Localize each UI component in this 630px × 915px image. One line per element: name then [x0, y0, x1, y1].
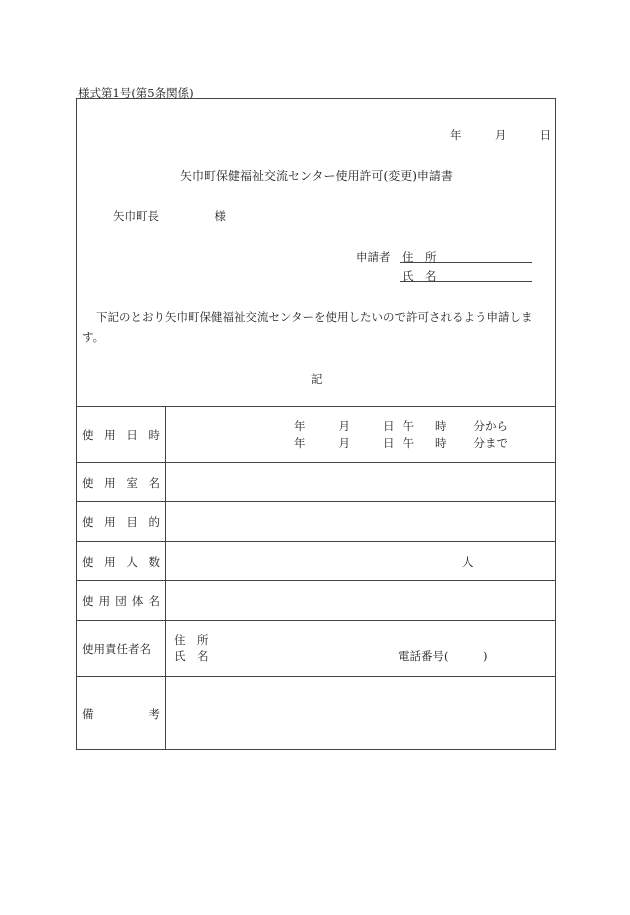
- label-char: 的: [148, 515, 160, 529]
- label-char: 使: [82, 594, 94, 608]
- ampm-label: 午: [402, 436, 414, 450]
- applicant-address-label: 住 所: [402, 250, 437, 264]
- responsible-address-label: 住 所: [174, 633, 209, 647]
- day-label: 日: [539, 128, 552, 142]
- responsible-name-label: 氏 名: [174, 649, 209, 663]
- label-char: 使: [82, 515, 94, 529]
- row-divider: [76, 462, 556, 463]
- label-char: 用: [104, 428, 116, 442]
- label-char: 使: [82, 555, 94, 569]
- body-text-line1: 下記のとおり矢巾町保健福祉交流センターを使用したいので許可されるよう申請しま: [96, 310, 533, 324]
- document-title: 矢巾町保健福祉交流センター使用許可(変更)申請書: [180, 169, 453, 183]
- year-label: 年: [450, 128, 462, 142]
- month-label: 月: [338, 419, 350, 433]
- body-text-line2: す。: [82, 330, 105, 344]
- year-label: 年: [294, 436, 306, 450]
- label-char: 使: [82, 476, 94, 490]
- label-char: 用: [104, 476, 116, 490]
- ki-label: 記: [311, 372, 323, 386]
- label-char: 使: [82, 428, 94, 442]
- label-char: 室: [126, 476, 138, 490]
- year-label: 年: [294, 419, 306, 433]
- hour-label: 時: [435, 436, 447, 450]
- applicant-address-line: [400, 262, 532, 263]
- row-divider: [76, 541, 556, 542]
- row-label-responsible: 使用責任者名: [82, 642, 151, 656]
- month-label: 月: [338, 436, 350, 450]
- label-char: 日: [126, 428, 138, 442]
- row-label-people: [82, 554, 160, 570]
- row-divider: [76, 620, 556, 621]
- row-label-room: [82, 475, 160, 491]
- label-char: 用: [104, 515, 116, 529]
- label-char: 目: [126, 515, 138, 529]
- row-label-group: [82, 593, 160, 609]
- label-column-divider: [165, 406, 166, 750]
- label-char: 考: [148, 707, 160, 721]
- date-line: [450, 127, 551, 143]
- applicant-name-line: [400, 281, 532, 282]
- date-from-line: [294, 418, 508, 434]
- date-to-line: [294, 435, 508, 451]
- label-char: 名: [148, 476, 160, 490]
- label-char: 時: [148, 428, 160, 442]
- addressee-name: 矢巾町長: [113, 209, 159, 223]
- label-char: 人: [126, 555, 138, 569]
- phone-number-label: 電話番号( ): [398, 649, 488, 663]
- addressee-honorific: 様: [214, 209, 226, 223]
- people-unit: 人: [462, 555, 474, 569]
- label-char: 用: [98, 594, 111, 608]
- day-label: 日: [383, 419, 395, 433]
- row-label-remarks: [82, 706, 160, 722]
- label-char: 備: [82, 707, 94, 721]
- month-label: 月: [494, 128, 507, 142]
- row-divider: [76, 676, 556, 677]
- row-divider: [76, 501, 556, 502]
- table-top-line: [76, 406, 556, 407]
- label-char: 用: [104, 555, 116, 569]
- day-label: 日: [383, 436, 395, 450]
- hour-label: 時: [435, 419, 447, 433]
- label-char: 数: [148, 555, 160, 569]
- label-char: 体: [131, 594, 144, 608]
- to-label: 分まで: [473, 436, 508, 450]
- addressee: [113, 208, 226, 224]
- row-divider: [76, 580, 556, 581]
- ampm-label: 午: [402, 419, 414, 433]
- row-label-purpose: [82, 514, 160, 530]
- applicant-label: 申請者: [356, 250, 391, 264]
- applicant-name-label: 氏 名: [402, 269, 437, 283]
- from-label: 分から: [473, 419, 508, 433]
- label-char: 団: [115, 594, 127, 608]
- label-char: 名: [148, 594, 160, 608]
- row-label-date: [82, 427, 160, 443]
- form-number-label: 様式第1号(第5条関係): [78, 86, 194, 100]
